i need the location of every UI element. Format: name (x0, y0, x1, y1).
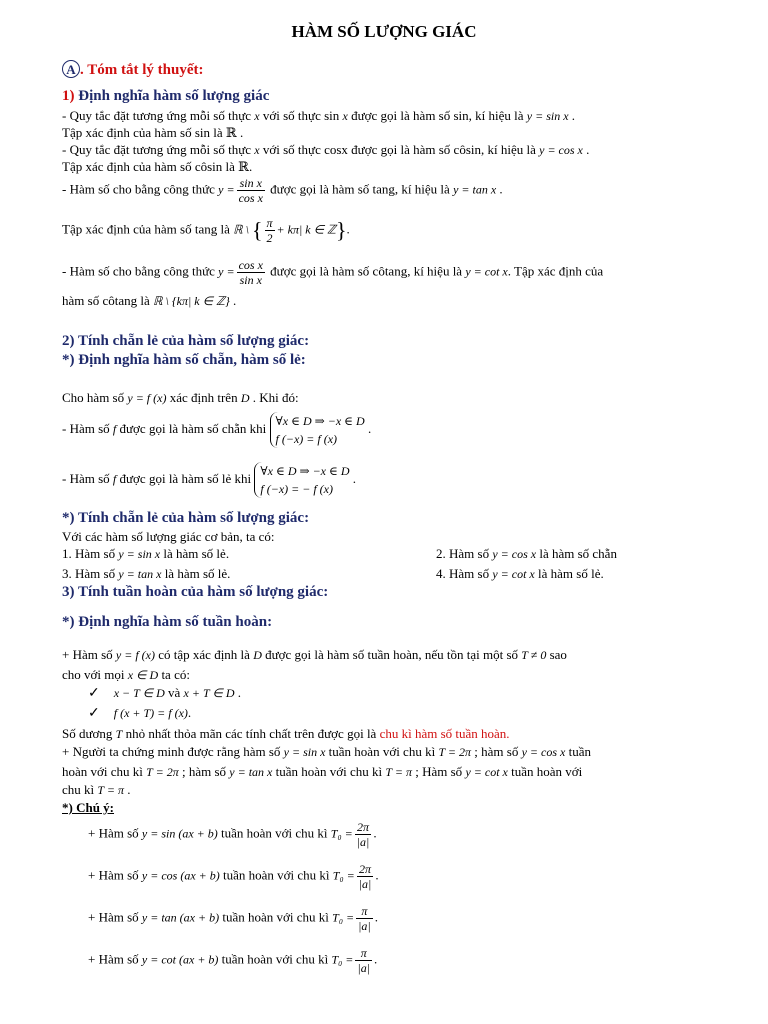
highlight-text: chu kì hàm số tuần hoàn. (379, 726, 510, 741)
section-1-heading (62, 88, 269, 104)
math-t: T (115, 727, 123, 741)
fraction-2pi-over-abs-a (357, 862, 374, 891)
formula-cos-period: + Hàm số y = cos (ax + b) tuần hoàn với chu kì T₀ = $\frac{2\pi}{|a|}$ . (88, 862, 379, 891)
formula-sin-period: + Hàm số y = sin (ax + b) tuần hoàn với chu kì T₀ = $\frac{2\pi}{|a|}$ . (88, 820, 377, 849)
math: x − T ∈ D (113, 686, 165, 700)
text: 1. Hàm số (62, 546, 119, 561)
math: y = cos x (492, 547, 537, 561)
text: được gọi là hàm số tang, kí hiệu là (266, 181, 454, 197)
sin-definition-line: - Quy tắc đặt tương ứng mỗi số thực x với số thực sin x được gọi là hàm số sin, kí hiệu là y = sin x . (62, 108, 576, 123)
math: y = cot (ax + b) (141, 952, 219, 967)
text: - Hàm số (62, 470, 113, 486)
tan-domain-line: Tập xác định của hàm số tang là ℝ \ { $\frac{\pi}{2}$ + kπ| k ∈ ℤ}. (62, 216, 350, 245)
math-t0: T₀ = (331, 952, 354, 967)
math: x + T ∈ D (183, 686, 235, 700)
note-heading: *) Chú ý: (62, 800, 115, 815)
text: có tập xác định là (155, 647, 254, 662)
math: y = sin (ax + b) (141, 826, 218, 841)
text: là hàm số chẵn (536, 546, 617, 561)
cot-definition-line (62, 258, 603, 287)
text: được gọi là hàm số chẵn khi (116, 420, 270, 436)
math: y = sin x (283, 745, 326, 759)
cos-domain-line: Tập xác định của hàm số côsin là ℝ. (62, 159, 253, 174)
text: + Hàm số (88, 825, 142, 841)
text: được gọi là hàm số tuần hoàn, nếu tồn tại một số (261, 647, 522, 662)
math-fx: y = f (x) (127, 391, 167, 405)
system-line: ∀x ∈ D ⇒ −x ∈ D (275, 414, 365, 428)
text: chu kì (62, 782, 98, 797)
text: tuần hoàn với chu kì (219, 867, 333, 883)
fraction-2pi-over-abs-a (355, 820, 372, 849)
section-3-heading: 3) Tính tuần hoàn của hàm số lượng giác: (62, 584, 329, 600)
text: - Quy tắc đặt tương ứng mỗi số thực (62, 142, 255, 157)
denominator: cos x (238, 191, 263, 205)
text: tuần hoàn với chu kì (219, 909, 333, 925)
math-set-rest: + kπ| k ∈ ℤ (276, 222, 336, 237)
proof-line-3 (62, 782, 130, 798)
denominator: |a| (356, 835, 370, 849)
math-set: ℝ \ (233, 222, 252, 237)
fraction-pi-over-abs-a (355, 946, 372, 975)
odd-function-line: - Hàm số f được gọi là hàm số lẻ khi ∀x ∈ D ⇒ −x ∈ D f (−x) = − f (x) . (62, 464, 357, 496)
text: là hàm số lẻ. (534, 566, 604, 581)
system-line: f (−x) = − f (x) (260, 482, 333, 496)
fraction-pi-over-2 (265, 216, 275, 245)
numerator: π (356, 904, 373, 919)
section-1-title: Định nghĩa hàm số lượng giác (74, 88, 270, 104)
section-a-label: . Tóm tắt lý thuyết: (80, 62, 204, 78)
text: tuần hoàn với chu kì (217, 825, 331, 841)
cot-domain-line: hàm số côtang là ℝ \ {kπ| k ∈ ℤ} . (62, 293, 237, 308)
math-x: x (254, 143, 260, 157)
text: với số thực cosx được gọi là hàm số côsin, kí hiệu là (259, 142, 540, 157)
condition-1: ✓ x − T ∈ D và x + T ∈ D . (88, 685, 242, 701)
text: nhỏ nhất thỏa mãn các tính chất trên được gọi là (122, 726, 380, 741)
text: hoàn với chu kì (62, 764, 147, 779)
text: - Hàm số cho bằng công thức (62, 181, 219, 197)
formula-cot-period: + Hàm số y = cot (ax + b) tuần hoàn với chu kì T₀ = $\frac{\pi}{|a|}$ . (88, 946, 378, 975)
parity-intro-line: Với các hàm số lượng giác cơ bản, ta có: (62, 529, 275, 544)
fraction-sin-over-cos (237, 176, 265, 205)
math-y-cot: y = cot x (465, 264, 508, 279)
text: tuần hoàn với chu kì (218, 951, 332, 967)
math-d: D (253, 648, 262, 662)
math: x ∈ D (127, 668, 159, 682)
checkmark-icon: ✓ (88, 686, 100, 701)
period-definition-line (62, 726, 510, 742)
text: là hàm số lẻ. (160, 546, 230, 561)
text: ta có: (158, 667, 190, 682)
proof-line-2 (62, 764, 582, 780)
proof-line-1 (62, 744, 591, 760)
math: T = π (97, 783, 124, 797)
denominator: |a| (358, 919, 371, 933)
math-y-eq: y = (218, 264, 235, 279)
text: . Tập xác định của (507, 263, 604, 279)
math-t0: T₀ = (332, 868, 355, 883)
math-d: D (240, 391, 250, 405)
even-condition-system (270, 412, 365, 448)
text: ; hàm số (471, 744, 522, 759)
text: được gọi là hàm số côtang, kí hiệu là (266, 263, 466, 279)
even-function-line: - Hàm số f được gọi là hàm số chẵn khi ∀x ∈ D ⇒ −x ∈ D f (−x) = f (x) . (62, 414, 372, 446)
math-y-tan: y = tan x (453, 182, 497, 197)
text: ; Hàm số (411, 764, 466, 779)
math-t0: T₀ = (330, 826, 353, 841)
text: sao (546, 647, 567, 662)
math-fx: y = f (x) (115, 648, 155, 662)
text: - Quy tắc đặt tương ứng mỗi số thực (62, 108, 255, 123)
fraction-cos-over-sin (237, 258, 265, 287)
text: xác định trên (166, 390, 241, 405)
text: Tập xác định của hàm số tang là (62, 221, 234, 237)
text: được gọi là hàm số sin, kí hiệu là (347, 108, 527, 123)
text: hàm số côtang là (62, 293, 153, 308)
checkmark-icon: ✓ (88, 706, 100, 721)
numerator: cos x (238, 258, 263, 272)
math: T = 2π (438, 745, 472, 759)
system-line: ∀x ∈ D ⇒ −x ∈ D (260, 464, 350, 478)
math-y-sin: y = sin x (526, 109, 569, 123)
text: tuần hoàn với chu kì (272, 764, 386, 779)
for-all-x-line (62, 667, 190, 683)
text: tuần (565, 744, 591, 759)
text: là hàm số lẻ. (161, 566, 231, 581)
denominator: sin x (239, 273, 262, 287)
math-x: x (342, 109, 348, 123)
math: f (x + T) = f (x) (113, 706, 188, 720)
math: y = cos (ax + b) (141, 868, 220, 883)
denominator: 2 (266, 231, 273, 245)
math-f: f (112, 471, 117, 486)
math-set: ℝ \ {kπ| k ∈ ℤ} (152, 294, 230, 308)
text: 2. Hàm số (436, 546, 493, 561)
math: y = sin x (118, 547, 161, 561)
math-t-nonzero: T ≠ 0 (521, 648, 547, 662)
text: 3. Hàm số (62, 566, 119, 581)
text: tuần hoàn với (507, 764, 583, 779)
formula-tan-period: + Hàm số y = tan (ax + b) tuần hoàn với chu kì T₀ = $\frac{\pi}{|a|}$ . (88, 904, 378, 933)
text: + Hàm số (88, 909, 142, 925)
system-line: f (−x) = f (x) (275, 432, 338, 446)
text: tuần hoàn với chu kì (325, 744, 439, 759)
cos-definition-line: - Quy tắc đặt tương ứng mỗi số thực x với số thực cosx được gọi là hàm số côsin, kí hiệu là y = cos x . (62, 142, 590, 157)
text: + Hàm số (62, 647, 116, 662)
text: Số dương (62, 726, 116, 741)
text: ; hàm số (178, 764, 230, 779)
math: y = cot x (465, 765, 508, 779)
text: và (164, 685, 184, 700)
text: Cho hàm số (62, 390, 128, 405)
text: + Người ta chứng minh được rằng hàm số (62, 744, 284, 759)
odd-condition-system (254, 462, 349, 498)
text: với số thực sin (259, 108, 343, 123)
parity-item-3 (62, 566, 230, 582)
numerator: 2π (357, 862, 374, 877)
periodic-definition-line (62, 647, 567, 663)
page-title: HÀM SỐ LƯỢNG GIÁC (291, 22, 477, 41)
sin-domain-line: Tập xác định của hàm số sin là ℝ . (62, 125, 244, 140)
text: . Khi đó: (249, 390, 299, 405)
numerator: 2π (355, 820, 372, 835)
math-f: f (112, 421, 117, 436)
trig-parity-heading: *) Tính chẵn lẻ của hàm số lượng giác: (62, 510, 310, 526)
circled-a-marker: A (62, 60, 80, 78)
math: y = tan x (118, 567, 162, 581)
section-1-number: 1) (62, 88, 75, 104)
tan-definition-line: - Hàm số cho bằng công thức y = $\frac{\text{sin x}}{\text{cos x}}$ được gọi là hàm số tang, kí hiệu là y = tan x . (62, 176, 503, 205)
parity-item-1 (62, 546, 229, 562)
denominator: |a| (358, 877, 372, 891)
math: y = tan x (229, 765, 273, 779)
math-y-cos: y = cos x (539, 143, 583, 157)
denominator: |a| (357, 961, 371, 975)
given-function-line (62, 390, 299, 406)
math: y = tan (ax + b) (141, 910, 220, 925)
parity-item-2 (436, 546, 617, 562)
math: y = cot x (492, 567, 535, 581)
even-odd-definition-heading: *) Định nghĩa hàm số chẵn, hàm số lẻ: (62, 352, 306, 368)
section-a-heading (62, 60, 203, 78)
text: + Hàm số (88, 867, 142, 883)
text: cho với mọi (62, 667, 128, 682)
math-x: x (254, 109, 260, 123)
math-y-eq: y = (218, 182, 235, 197)
section-2-heading: 2) Tính chẵn lẻ của hàm số lượng giác: (62, 333, 310, 349)
condition-2: ✓ f (x + T) = f (x). (88, 705, 192, 721)
parity-item-4 (436, 566, 604, 582)
numerator: π (266, 216, 273, 230)
text: . (123, 782, 131, 797)
text: - Hàm số cho bằng công thức (62, 263, 219, 279)
numerator: π (355, 946, 372, 961)
fraction-pi-over-abs-a (356, 904, 373, 933)
math: y = cos x (521, 745, 566, 759)
numerator: sin x (237, 176, 265, 191)
text: được gọi là hàm số lẻ khi (116, 470, 255, 486)
periodic-definition-heading: *) Định nghĩa hàm số tuần hoàn: (62, 614, 273, 630)
math: T = π (385, 765, 412, 779)
text: - Hàm số (62, 420, 113, 436)
math: T = 2π (146, 765, 179, 779)
text: 4. Hàm số (436, 566, 493, 581)
text: + Hàm số (88, 951, 142, 967)
math-t0: T₀ = (332, 910, 355, 925)
